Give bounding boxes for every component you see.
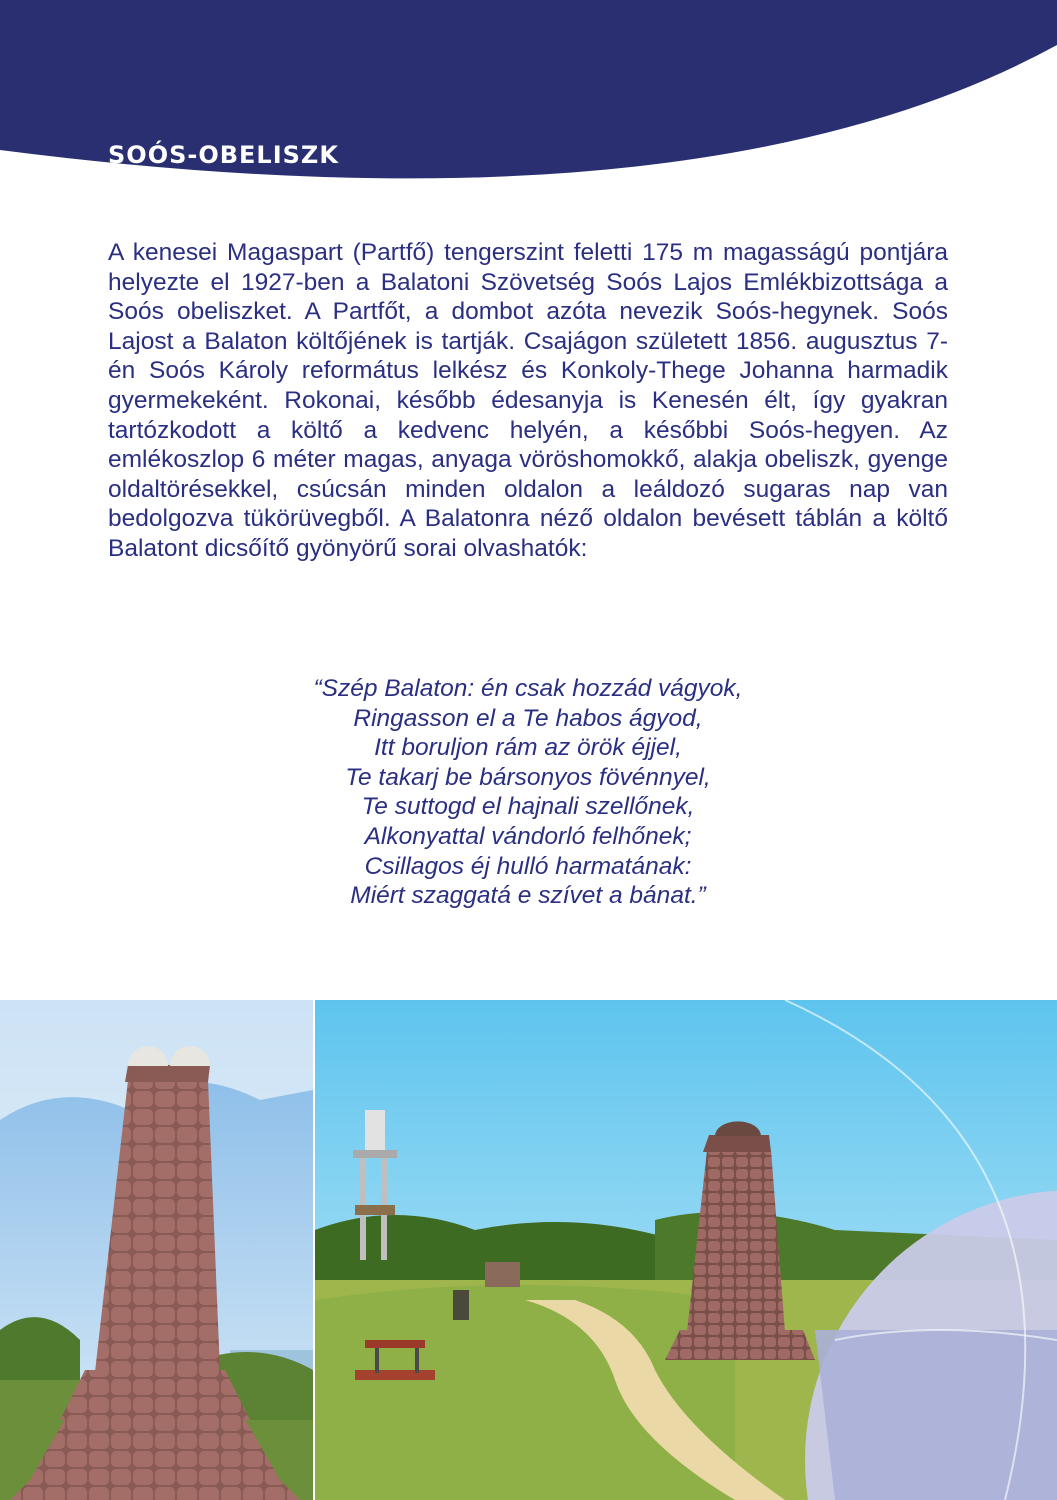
header-wave-banner: [0, 0, 1057, 200]
poem-line: Itt boruljon rám az örök éjjel,: [374, 734, 682, 762]
poem-line: Csillagos éj hulló harmatának:: [364, 852, 692, 880]
poem-quote: [108, 674, 948, 911]
poem-line: “Szép Balaton: én csak hozzád vágyok,: [313, 675, 743, 702]
page-title: SOÓS-OBELISZK: [108, 141, 339, 169]
poem-line: Te takarj be bársonyos fövénnyel,: [345, 763, 711, 791]
obelisk-closeup-photo: [0, 1000, 313, 1500]
poem-line: Miért szaggatá e szívet a bánat.”: [350, 882, 706, 910]
poem-line: Alkonyattal vándorló felhőnek;: [364, 822, 692, 850]
obelisk-path-photo: [315, 1000, 1057, 1500]
poem-line: Ringasson el a Te habos ágyod,: [353, 704, 703, 732]
poem-line: Te suttogd el hajnali szellőnek,: [361, 793, 695, 821]
body-paragraph: A kenesei Magaspart (Partfő) tengerszint feletti 175 m magasságú pontjára helyezte el 1927-ben a Balatoni Szövetség Soós Lajos Emlékbizottsága a Soós obeliszket. A Partfőt, a dombot azóta nevezik Soós-hegynek. Soós Lajost a Balaton költőjének is tartják. Csajágon született 1856. augusztus 7-én Soós Károly református lelkész és Konkoly-Thege Johanna harmadik gyermekeként. Rokonai, később édesanyja is Kenesén élt, így gyakran tartózkodott a költő a kedvenc helyén, a későbbi Soós-hegyen. Az emlékoszlop 6 méter magas, anyaga vöröshomokkő, alakja obeliszk, gyenge oldaltörésekkel, csúcsán minden oldalon a leáldozó sugaras nap van bedolgozva tükörüvegből. A Balatonra néző oldalon bevésett táblán a költő Balatont dicsőítő gyönyörű sorai olvashatók:: [108, 239, 948, 562]
